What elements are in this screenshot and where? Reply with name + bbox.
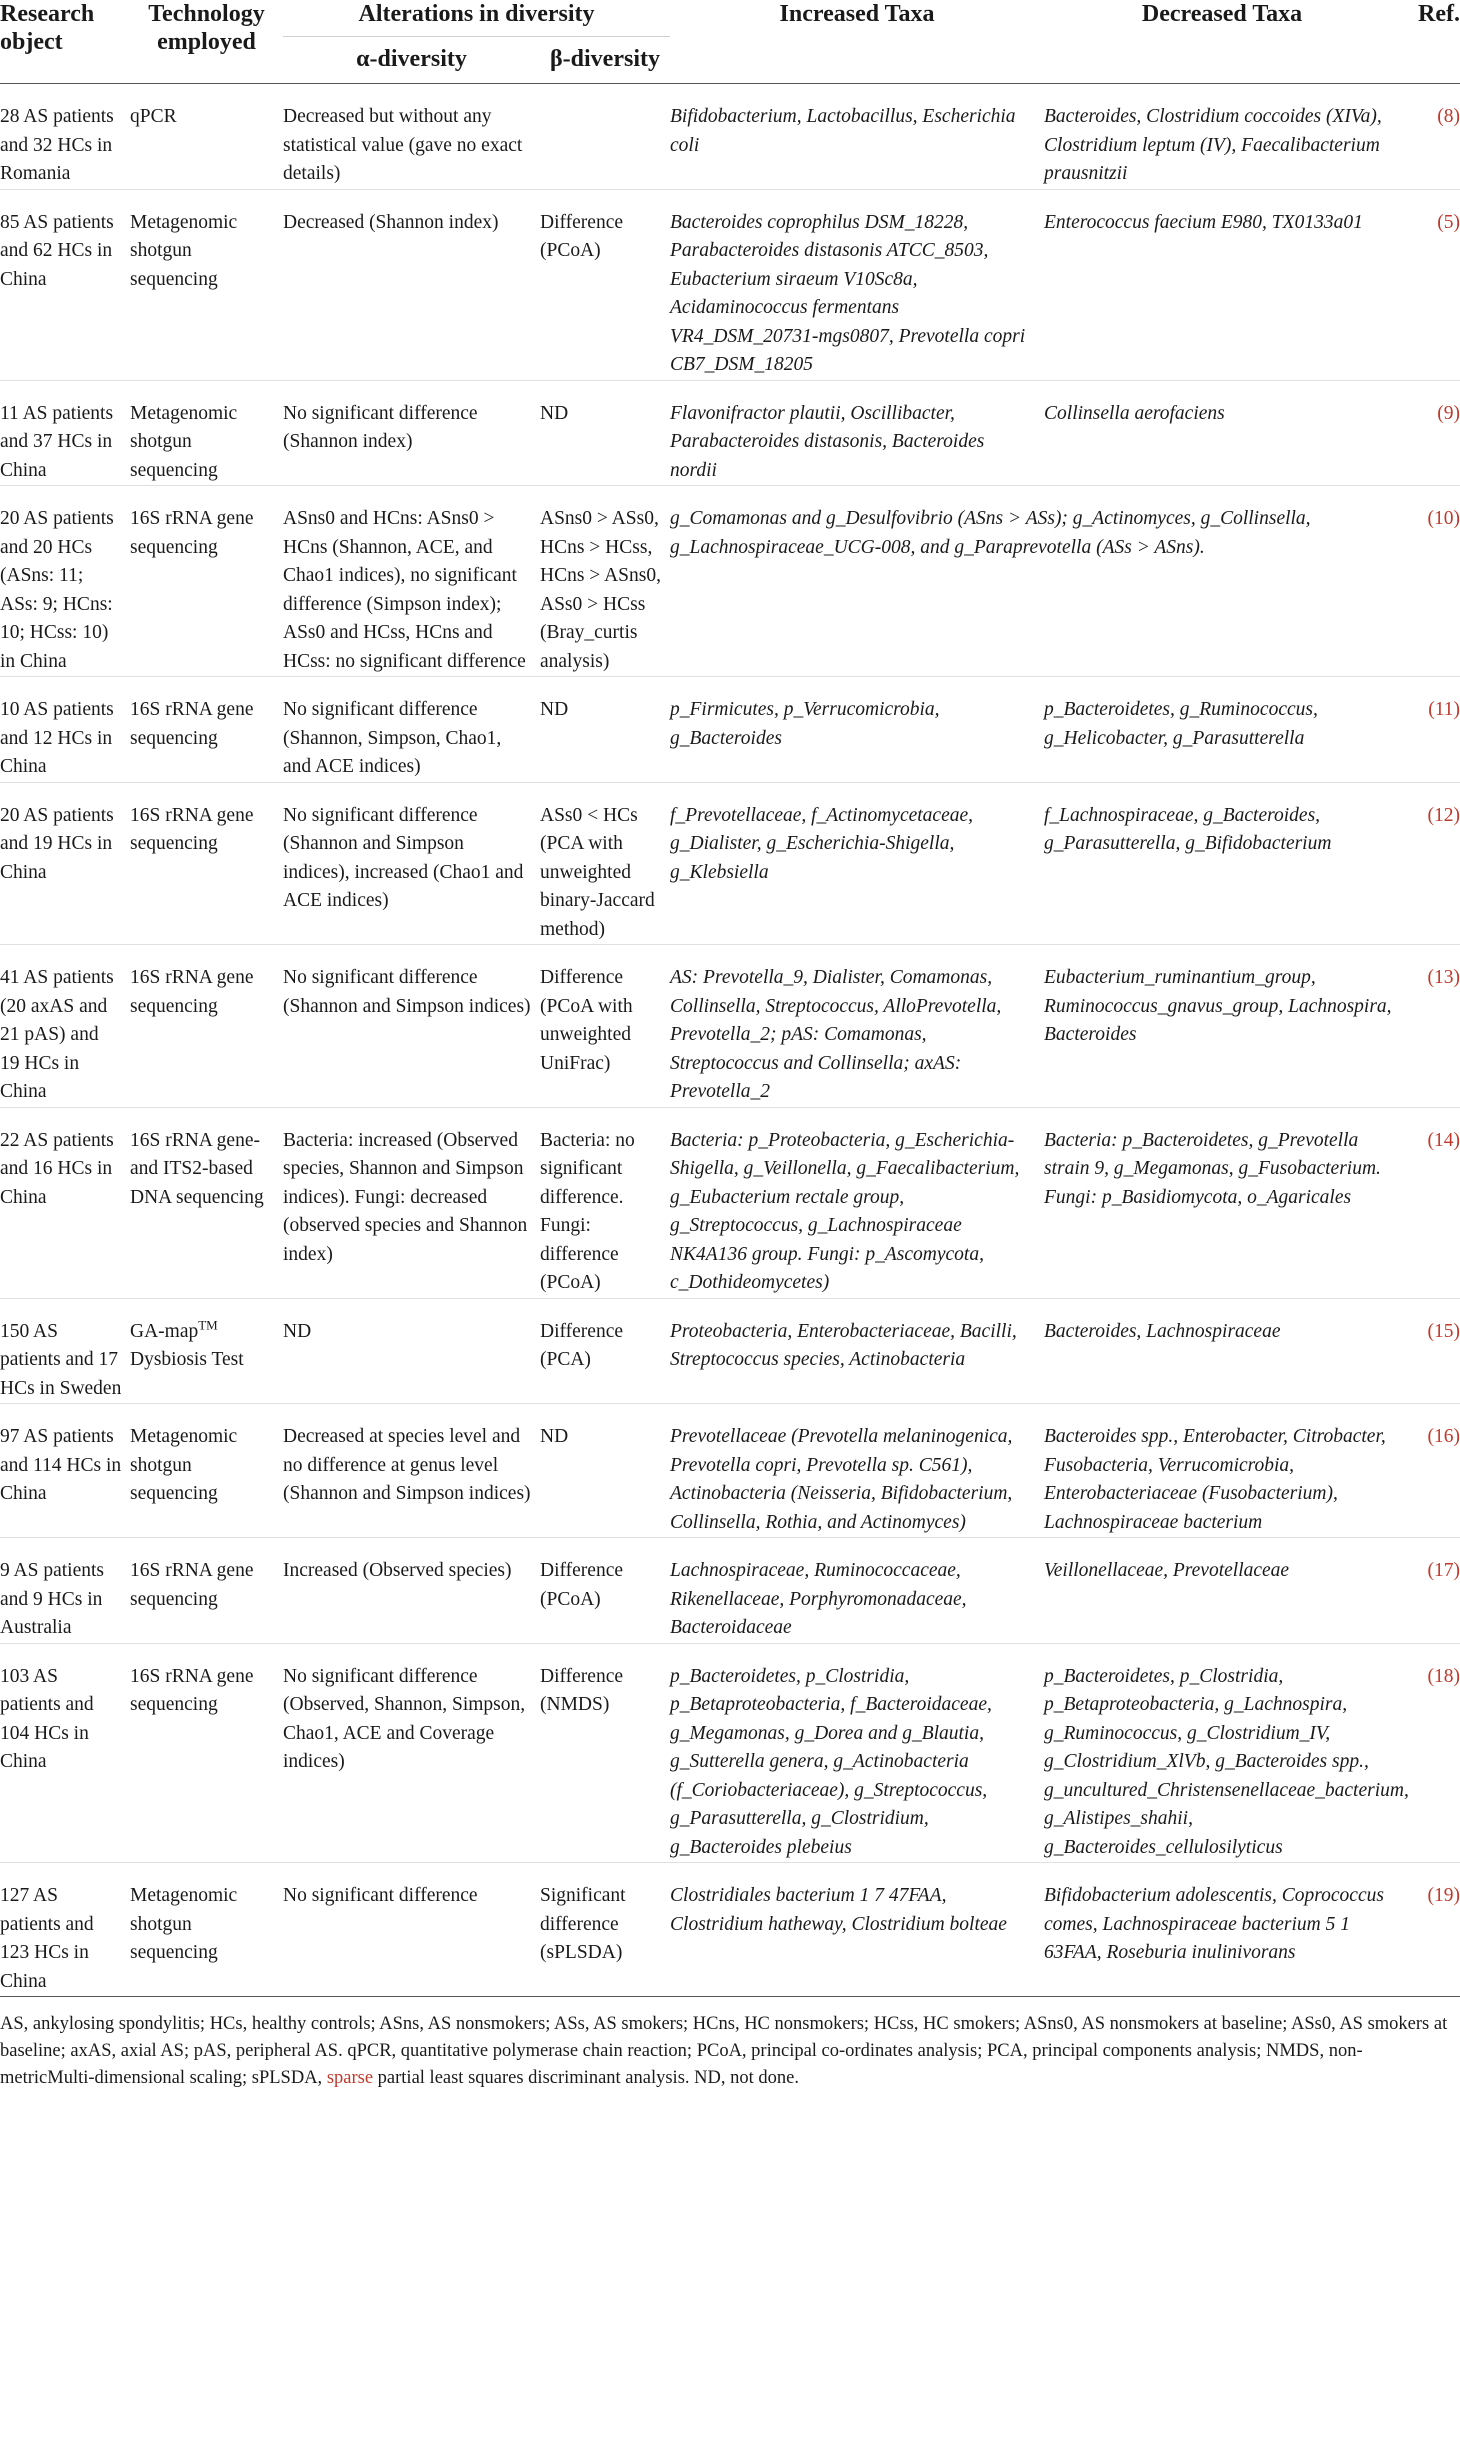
trademark-superscript: TM: [198, 1317, 218, 1332]
decreased-taxa-cell: Bacteria: p_Bacteroidetes, g_Prevotella strain 9, g_Megamonas, g_Fusobacterium. Fungi: p_Basidiomycota, o_Agaricales: [1044, 1129, 1381, 1208]
table-header: [0, 0, 1460, 84]
table-row: [0, 1107, 1460, 1298]
beta-diversity-cell: ND: [540, 1426, 569, 1447]
decreased-taxa-cell: Bifidobacterium adolescentis, Coprococcus comes, Lachnospiraceae bacterium 5 1 63FAA, Roseburia inulinivorans: [1044, 1885, 1384, 1963]
technology-cell: Metagenomic shotgun sequencing: [130, 1426, 238, 1504]
research-object-cell: 9 AS patients and 9 HCs in Australia: [0, 1560, 105, 1638]
reference-link[interactable]: (17): [1427, 1560, 1460, 1581]
table-row: [0, 1643, 1460, 1863]
research-object-cell: 28 AS patients and 32 HCs in Romania: [0, 106, 114, 184]
increased-taxa-cell: Clostridiales bacterium 1 7 47FAA, Clostridium hatheway, Clostridium bolteae: [670, 1885, 1007, 1935]
beta-diversity-cell: Difference (PCoA with unweighted UniFrac): [540, 967, 633, 1074]
alpha-diversity-cell: ND: [283, 1320, 312, 1342]
increased-taxa-cell: Proteobacteria, Enterobacteriaceae, Bacilli, Streptococcus species, Actinobacteria: [670, 1320, 1017, 1370]
increased-taxa-cell: p_Bacteroidetes, p_Clostridia, p_Betaproteobacteria, f_Bacteroidaceae, g_Megamonas, g_Dorea and g_Blautia, g_Sutterella genera, g_Actinobacteria (f_Coriobacteriaceae), g_Streptococcus, g_Parasutterella, g_Clostridium, g_Bacteroides plebeius: [670, 1665, 992, 1858]
research-object-cell: 127 AS patients and 123 HCs in China: [0, 1885, 94, 1992]
beta-diversity-cell: Difference (PCA): [540, 1320, 623, 1370]
alpha-diversity-cell: No significant difference: [283, 1885, 478, 1906]
decreased-taxa-cell: p_Bacteroidetes, p_Clostridia, p_Betaproteobacteria, g_Lachnospira, g_Ruminococcus, g_Clostridium_IV, g_Clostridium_XlVb, g_Bacteroides spp., g_uncultured_Christensenellaceae_bacterium, g_Alistipes_shahii, g_Bacteroides_cellulosilyticus: [1044, 1665, 1409, 1858]
reference-link[interactable]: (18): [1427, 1665, 1460, 1687]
beta-diversity-cell: Significant difference (sPLSDA): [540, 1885, 626, 1963]
footnote-text-end: partial least squares discriminant analysis. ND, not done.: [373, 2068, 799, 2088]
alpha-diversity-cell: No significant difference (Shannon index): [283, 402, 478, 452]
alpha-diversity-cell: ASns0 and HCns: ASns0 > HCns (Shannon, ACE, and Chao1 indices), no significant difference (Simpson index); ASs0 and HCss, HCns and HCss: no significant difference: [283, 508, 526, 672]
table-row: [0, 486, 1460, 677]
header-beta-diversity: β-diversity: [550, 46, 660, 72]
reference-link[interactable]: (13): [1427, 967, 1460, 988]
technology-cell: 16S rRNA gene sequencing: [130, 804, 254, 854]
beta-diversity-cell: Difference (NMDS): [540, 1665, 623, 1715]
reference-link[interactable]: (15): [1427, 1320, 1460, 1342]
alpha-diversity-cell: No significant difference (Observed, Shannon, Simpson, Chao1, ACE and Coverage indices): [283, 1665, 526, 1772]
reference-link[interactable]: (19): [1427, 1885, 1460, 1906]
footnote-highlight: sparse: [326, 2068, 374, 2088]
table-row: [0, 677, 1460, 783]
reference-link[interactable]: (12): [1427, 804, 1460, 826]
reference-link[interactable]: (10): [1427, 508, 1460, 529]
beta-diversity-cell: ASns0 > ASs0, HCns > HCss, HCns > ASns0, ASs0 > HCss (Bray_curtis analysis): [540, 508, 661, 672]
alpha-diversity-cell: No significant difference (Shannon and Simpson indices), increased (Chao1 and ACE indices): [283, 804, 524, 911]
increased-taxa-cell: f_Prevotellaceae, f_Actinomycetaceae, g_Dialister, g_Escherichia-Shigella, g_Klebsiella: [670, 804, 974, 883]
decreased-taxa-cell: Collinsella aerofaciens: [1044, 402, 1225, 424]
taxa-changes-cell: g_Comamonas and g_Desulfovibrio (ASns > ASs); g_Actinomyces, g_Collinsella, g_Lachnospiraceae_UCG-008, and g_Paraprevotella (ASs > ASns).: [670, 508, 1311, 558]
decreased-taxa-cell: Veillonellaceae, Prevotellaceae: [1044, 1560, 1290, 1581]
table-row: [0, 189, 1460, 380]
technology-cell: 16S rRNA gene sequencing: [130, 508, 254, 558]
reference-link[interactable]: (16): [1427, 1426, 1460, 1447]
research-object-cell: 150 AS patients and 17 HCs in Sweden: [0, 1320, 122, 1399]
research-object-cell: 11 AS patients and 37 HCs in China: [0, 402, 114, 481]
beta-diversity-cell: ND: [540, 699, 569, 720]
decreased-taxa-cell: Bacteroides, Lachnospiraceae: [1044, 1320, 1281, 1342]
reference-link[interactable]: (11): [1428, 699, 1460, 720]
research-object-cell: 10 AS patients and 12 HCs in China: [0, 699, 114, 777]
reference-link[interactable]: (9): [1437, 402, 1460, 424]
increased-taxa-cell: Bacteroides coprophilus DSM_18228, Parabacteroides distasonis ATCC_8503, Eubacterium siraeum V10Sc8a, Acidaminococcus fermentans VR4_DSM_20731-mgs0807, Prevotella copri CB7_DSM_18205: [670, 211, 1026, 375]
decreased-taxa-cell: Enterococcus faecium E980, TX0133a01: [1044, 211, 1363, 233]
decreased-taxa-cell: p_Bacteroidetes, g_Ruminococcus, g_Helicobacter, g_Parasutterella: [1044, 699, 1318, 749]
beta-diversity-cell: [540, 84, 670, 190]
technology-name: GA-map: [130, 1320, 199, 1342]
research-object-cell: 97 AS patients and 114 HCs in China: [0, 1426, 122, 1504]
technology-cell: 16S rRNA gene sequencing: [130, 1560, 254, 1610]
header-alterations: Alterations in diversity: [283, 0, 670, 37]
beta-diversity-cell: Difference (PCoA): [540, 1560, 623, 1610]
table-body: [0, 84, 1460, 1997]
alpha-diversity-cell: Increased (Observed species): [283, 1560, 512, 1581]
beta-diversity-cell: Bacteria: no significant difference. Fungi: difference (PCoA): [540, 1129, 635, 1293]
alpha-diversity-cell: Bacteria: increased (Observed species, Shannon and Simpson indices). Fungi: decreased (observed species and Shannon index): [283, 1129, 528, 1265]
research-object-cell: 41 AS patients (20 axAS and 21 pAS) and 19 HCs in China: [0, 967, 114, 1102]
research-object-cell: 22 AS patients and 16 HCs in China: [0, 1129, 114, 1208]
table-row: [0, 1538, 1460, 1644]
alpha-diversity-cell: Decreased (Shannon index): [283, 211, 499, 233]
header-ref: Ref.: [1418, 1, 1460, 27]
table-row: [0, 1863, 1460, 1997]
reference-link[interactable]: (5): [1437, 211, 1460, 233]
header-research-object: Research object: [0, 1, 95, 55]
technology-cell: qPCR: [130, 106, 177, 127]
header-alpha-diversity: α-diversity: [356, 46, 467, 72]
beta-diversity-cell: ND: [540, 402, 569, 424]
increased-taxa-cell: Lachnospiraceae, Ruminococcaceae, Rikenellaceae, Porphyromonadaceae, Bacteroidaceae: [670, 1560, 967, 1638]
table-row: [0, 380, 1460, 486]
technology-cell: 16S rRNA gene sequencing: [130, 967, 254, 1017]
beta-diversity-cell: Difference (PCoA): [540, 211, 623, 261]
table-row: [0, 1298, 1460, 1404]
technology-cell: Metagenomic shotgun sequencing: [130, 1885, 238, 1963]
research-object-cell: 85 AS patients and 62 HCs in China: [0, 211, 114, 290]
footnote-text: AS, ankylosing spondylitis; HCs, healthy controls; ASns, AS nonsmokers; ASs, AS smokers; HCns, HC nonsmokers; HCss, HC smokers; ASns0, AS nonsmokers at baseline; ASs0, AS smokers at baseline; axAS, axial AS; pAS, peripheral AS. qPCR, quantitative polymerase chain reaction; PCoA, principal co-ordinates analysis; PCA, principal components analysis; NMDS, non-metricMulti-dimensional scaling; sPLSDA,: [0, 2014, 1448, 2088]
increased-taxa-cell: AS: Prevotella_9, Dialister, Comamonas, Collinsella, Streptococcus, AlloPrevotella, Prevotella_2; pAS: Comamonas, Streptococcus and Collinsella; axAS: Prevotella_2: [670, 967, 1002, 1102]
increased-taxa-cell: p_Firmicutes, p_Verrucomicrobia, g_Bacteroides: [670, 699, 940, 749]
table-row: [0, 945, 1460, 1108]
research-object-cell: 103 AS patients and 104 HCs in China: [0, 1665, 94, 1772]
increased-taxa-cell: Bifidobacterium, Lactobacillus, Escherichia coli: [670, 106, 1016, 156]
table-footnote: [0, 1997, 1455, 2092]
technology-cell: Metagenomic shotgun sequencing: [130, 211, 238, 290]
table-row: [0, 1404, 1460, 1538]
technology-cell: 16S rRNA gene sequencing: [130, 1665, 254, 1715]
increased-taxa-cell: Prevotellaceae (Prevotella melaninogenica, Prevotella copri, Prevotella sp. C561), Actinobacteria (Neisseria, Bifidobacterium, Collinsella, Rothia, and Actinomyces): [670, 1426, 1013, 1533]
table-row: [0, 84, 1460, 190]
technology-cell: [130, 1298, 283, 1404]
technology-cell: 16S rRNA gene- and ITS2-based DNA sequencing: [130, 1129, 264, 1208]
reference-link[interactable]: (14): [1427, 1129, 1460, 1151]
technology-cell: 16S rRNA gene sequencing: [130, 699, 254, 749]
decreased-taxa-cell: Eubacterium_ruminantium_group, Ruminococcus_gnavus_group, Lachnospira, Bacteroides: [1044, 967, 1392, 1045]
research-object-cell: 20 AS patients and 19 HCs in China: [0, 804, 114, 883]
header-decreased-taxa: Decreased Taxa: [1141, 1, 1303, 27]
decreased-taxa-cell: Bacteroides spp., Enterobacter, Citrobacter, Fusobacteria, Verrucomicrobia, Enterobacteriaceae (Fusobacterium), Lachnospiraceae bacterium: [1044, 1426, 1386, 1533]
decreased-taxa-cell: f_Lachnospiraceae, g_Bacteroides, g_Parasutterella, g_Bifidobacterium: [1044, 804, 1332, 854]
technology-cell: Metagenomic shotgun sequencing: [130, 402, 238, 481]
research-object-cell: 20 AS patients and 20 HCs (ASns: 11; ASs: 9; HCns: 10; HCss: 10) in China: [0, 508, 114, 672]
beta-diversity-cell: ASs0 < HCs (PCA with unweighted binary-Jaccard method): [540, 804, 655, 940]
increased-taxa-cell: Bacteria: p_Proteobacteria, g_Escherichia-Shigella, g_Veillonella, g_Faecalibacterium, g_Eubacterium rectale group, g_Streptococcus, g_Lachnospiraceae NK4A136 group. Fungi: p_Ascomycota, c_Dothideomycetes): [670, 1129, 1020, 1293]
alpha-diversity-cell: Decreased but without any statistical value (gave no exact details): [283, 106, 523, 184]
reference-link[interactable]: (8): [1437, 106, 1460, 127]
alpha-diversity-cell: No significant difference (Shannon, Simpson, Chao1, and ACE indices): [283, 699, 502, 777]
header-increased-taxa: Increased Taxa: [779, 1, 935, 27]
increased-taxa-cell: Flavonifractor plautii, Oscillibacter, Parabacteroides distasonis, Bacteroides nordii: [670, 402, 985, 481]
table-row: [0, 782, 1460, 945]
decreased-taxa-cell: Bacteroides, Clostridium coccoides (XIVa), Clostridium leptum (IV), Faecalibacterium prausnitzii: [1044, 106, 1382, 184]
header-technology: Technology employed: [148, 1, 265, 55]
alpha-diversity-cell: No significant difference (Shannon and Simpson indices): [283, 967, 531, 1017]
alpha-diversity-cell: Decreased at species level and no difference at genus level (Shannon and Simpson indices): [283, 1426, 531, 1504]
technology-name-suffix: Dysbiosis Test: [130, 1349, 244, 1370]
